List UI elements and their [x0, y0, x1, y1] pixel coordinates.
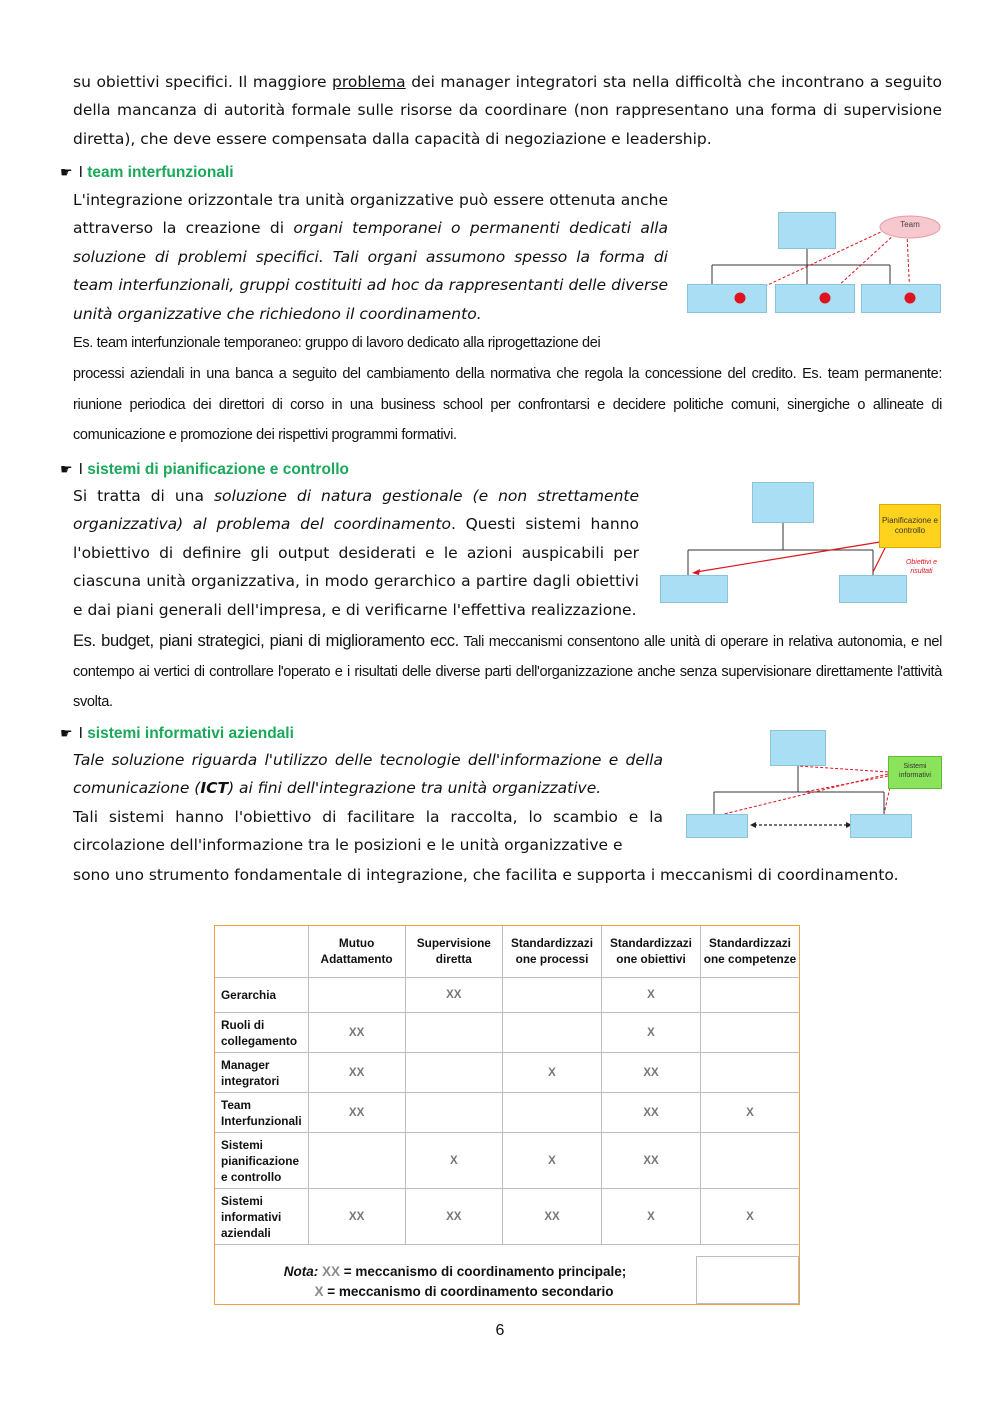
- table-note: [214, 1262, 696, 1302]
- table-header-cell: Standardizzazi one obiettivi: [602, 926, 701, 978]
- heading-title: sistemi informativi aziendali: [87, 725, 294, 742]
- table-header-cell: Mutuo Adattamento: [308, 926, 405, 978]
- table-cell: XX: [602, 1133, 701, 1189]
- table-header-row: [215, 926, 800, 978]
- planning-paragraph: [73, 482, 639, 624]
- table-row-label: Team Interfunzionali: [215, 1093, 309, 1133]
- table-cell: X: [700, 1093, 799, 1133]
- table-cell: X: [503, 1133, 602, 1189]
- info-text-italic: Tale soluzione riguarda l'utilizzo delle tecnologie dell'informazione e della comunicazione (: [73, 751, 663, 798]
- unit-box-right: [839, 575, 907, 603]
- table-row-label: Sistemi informativi aziendali: [215, 1189, 309, 1245]
- info-diagram: [684, 728, 944, 840]
- table-row: [215, 1053, 800, 1093]
- table-cell: [503, 1013, 602, 1053]
- unit-box-left: [660, 575, 728, 603]
- planning-text: Si tratta di una: [73, 487, 214, 505]
- team-paragraph: [73, 186, 668, 328]
- heading-team-interfunzionali: [60, 161, 234, 184]
- planning-control-label: Pianificazione e controllo: [881, 516, 939, 535]
- heading-title: team interfunzionali: [87, 164, 234, 181]
- heading-prefix: I: [78, 164, 83, 181]
- planning-example-paragraph: [73, 627, 942, 718]
- planning-diagram: [658, 480, 943, 605]
- table-cell: XX: [405, 978, 502, 1013]
- note-x-symbol: X: [314, 1284, 324, 1299]
- info-paragraph-italic: [73, 746, 663, 803]
- info-text-italic-rest: ) ai fini dell'integrazione tra unità organizzative.: [228, 779, 602, 798]
- team-text-italic: organi temporanei o permanenti dedicati alla soluzione di problemi specifici. Tali organi assumono spesso la forma di team interfunzionali, gruppi costituiti ad hoc da rappresentanti delle diverse unità organizzative che richiedono il coordinamento.: [73, 219, 668, 323]
- note-line-1: = meccanismo di coordinamento principale;: [340, 1264, 627, 1279]
- table-cell: [308, 978, 405, 1013]
- pointing-hand-icon: ☛: [60, 164, 73, 180]
- table-cell: X: [602, 978, 701, 1013]
- table-header-cell: [215, 926, 309, 978]
- unit-box-left: [686, 814, 748, 838]
- table-cell: XX: [308, 1053, 405, 1093]
- intro-text-rest: dei manager integratori sta nella difficoltà che incontrano a seguito della mancanza di autorità formale sulle risorse da coordinare (non rappresentano una forma di supervisione diretta), che deve essere compensata dalla capacità di negoziazione e leadership.: [73, 73, 943, 148]
- table-cell: X: [602, 1013, 701, 1053]
- pointing-hand-icon: ☛: [60, 725, 73, 741]
- team-bubble-label: Team: [900, 220, 920, 229]
- table-row: [215, 1013, 800, 1053]
- planning-text-italic: soluzione di natura gestionale (e non strettamente organizzativa) al problema del coordinamento: [73, 487, 640, 534]
- table-cell: [700, 1133, 799, 1189]
- note-xx-symbol: XX: [322, 1264, 341, 1279]
- table-cell: X: [405, 1133, 502, 1189]
- table-row: [215, 1133, 800, 1189]
- planning-example-text: Tali meccanismi consentono alle unità di operare in relativa autonomia, e nel contempo ai vertici di controllare l'operato e i risultati delle diverse parti dell'organizzazione anche senza supervisionare direttamente l'attività svolta.: [73, 634, 943, 711]
- table-cell: X: [503, 1053, 602, 1093]
- table-cell: [700, 1013, 799, 1053]
- planning-text-rest: . Questi sistemi hanno l'obiettivo di definire gli output desiderati e le azioni auspicabili per ciascuna unità organizzativa, in modo gerarchico a partire dagli obiettivi e dai piani generali dell'impresa, e di verificarne l'effettiva realizzazione.: [73, 515, 640, 619]
- note-empty-cell: [696, 1256, 799, 1304]
- table-cell: XX: [308, 1093, 405, 1133]
- table-cell: X: [700, 1189, 799, 1245]
- note-line-2: = meccanismo di coordinamento secondario: [323, 1284, 614, 1299]
- table-row-label: Gerarchia: [215, 978, 309, 1013]
- table-cell: XX: [308, 1189, 405, 1245]
- table-cell: XX: [405, 1189, 502, 1245]
- table-row-label: Ruoli di collegamento: [215, 1013, 309, 1053]
- table-cell: [503, 978, 602, 1013]
- info-paragraph-end: sono uno strumento fondamentale di integrazione, che facilita e supporta i meccanismi di coordinamento.: [73, 866, 899, 884]
- table-cell: XX: [602, 1093, 701, 1133]
- info-paragraph: Tali sistemi hanno l'obiettivo di facilitare la raccolta, lo scambio e la circolazione dell'informazione tra le posizioni e le unità organizzative e: [73, 808, 663, 855]
- table-cell: [700, 978, 799, 1013]
- page-number: 6: [495, 1322, 505, 1339]
- info-system-label: Sistemi informativi: [899, 763, 931, 779]
- heading-sistemi-informativi: [60, 722, 294, 745]
- table-row: [215, 1189, 800, 1245]
- team-example-line: Es. team interfunzionale temporaneo: gruppo di lavoro dedicato alla riprogettazione dei: [73, 335, 601, 351]
- table-cell: [405, 1053, 502, 1093]
- table-header-cell: Supervisione diretta: [405, 926, 502, 978]
- team-text: L'integrazione orizzontale tra unità organizzative può essere ottenuta anche attraverso la creazione di: [73, 191, 668, 238]
- table-cell: [405, 1013, 502, 1053]
- intro-text: su obiettivi specifici. Il maggiore: [73, 73, 333, 91]
- table-cell: X: [602, 1189, 701, 1245]
- table-cell: [308, 1133, 405, 1189]
- table-cell: XX: [602, 1053, 701, 1093]
- table-cell: [700, 1053, 799, 1093]
- heading-prefix: I: [78, 725, 83, 742]
- note-label: Nota:: [283, 1264, 319, 1279]
- pointing-hand-icon: ☛: [60, 461, 73, 477]
- team-member-dots: [685, 210, 945, 315]
- table-row-label: Manager integratori: [215, 1053, 309, 1093]
- team-example-paragraph: processi aziendali in una banca a seguito del cambiamento della normativa che regola la concessione del credito. Es. team permanente: riunione periodica dei direttori di corso in una business school per confrontarsi e decidere politiche comuni, sinergiche o allineate di comunicazione e promozione dei rispettivi programmi formativi.: [73, 366, 942, 443]
- planning-example-lead: Es. budget, piani strategici, piani di miglioramento ecc.: [73, 632, 459, 650]
- table-cell: XX: [503, 1189, 602, 1245]
- table-cell: [503, 1093, 602, 1133]
- info-text-ict: ICT: [200, 779, 229, 798]
- table-header-cell: Standardizzazi one competenze: [700, 926, 799, 978]
- table-row: [215, 978, 800, 1013]
- heading-title: sistemi di pianificazione e controllo: [87, 461, 350, 478]
- table-header-cell: Standardizzazi one processi: [503, 926, 602, 978]
- table-row-label: Sistemi pianificazione e controllo: [215, 1133, 309, 1189]
- intro-paragraph: [73, 68, 942, 153]
- table-cell: [405, 1093, 502, 1133]
- team-diagram: [685, 210, 945, 315]
- heading-pianificazione: [60, 458, 349, 481]
- table-row: [215, 1093, 800, 1133]
- intro-underlined-word: problema: [332, 73, 406, 91]
- coordination-table: [214, 925, 800, 1245]
- unit-box-right: [850, 814, 912, 838]
- planning-objectives-label: Obiettivi e risultati: [905, 559, 938, 575]
- table-cell: XX: [308, 1013, 405, 1053]
- heading-prefix: I: [78, 461, 83, 478]
